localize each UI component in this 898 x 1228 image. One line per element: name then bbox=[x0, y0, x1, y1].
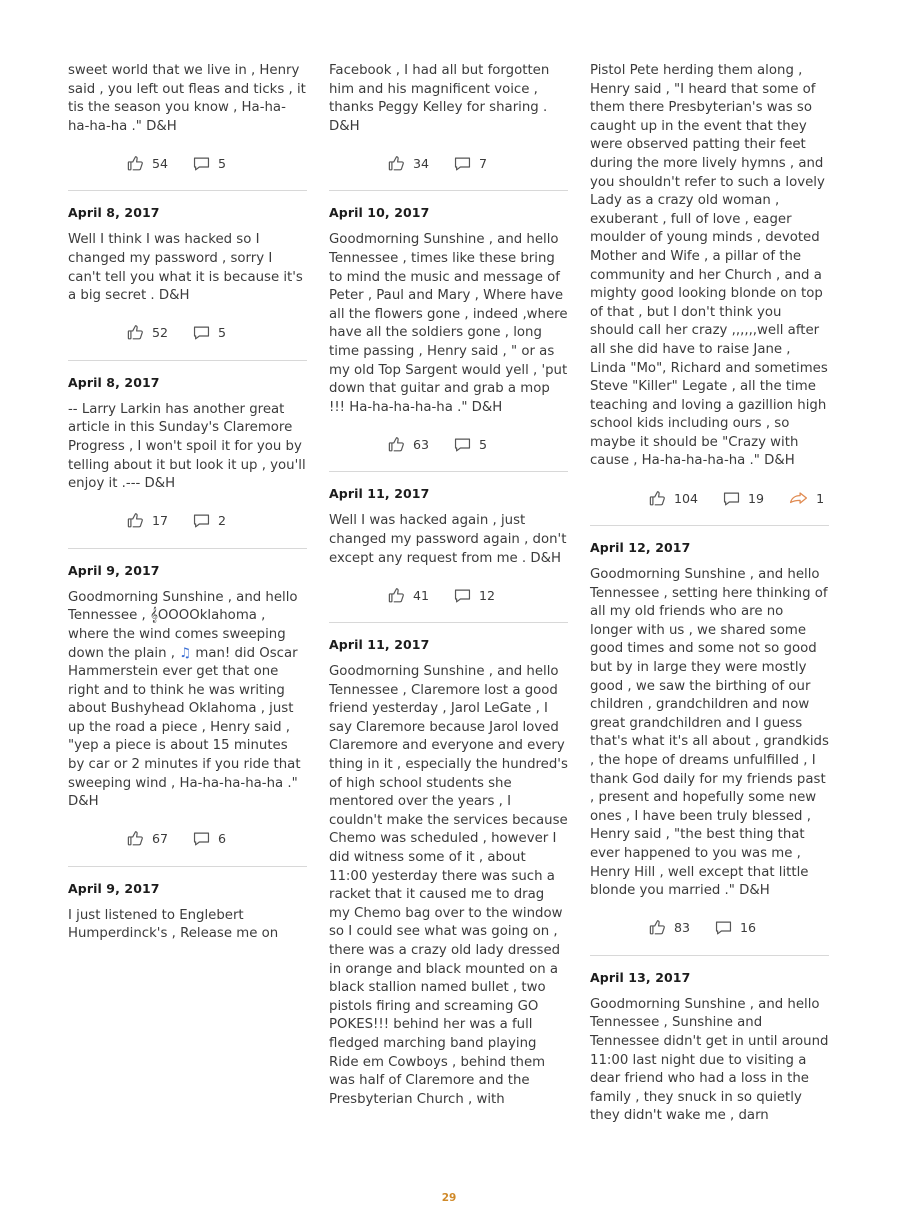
three-column-layout bbox=[68, 62, 830, 1126]
comment-count: 5 bbox=[218, 325, 227, 341]
post bbox=[590, 540, 829, 956]
reaction-bar bbox=[68, 150, 307, 176]
post bbox=[329, 486, 568, 623]
comment-count: 5 bbox=[479, 436, 488, 452]
thumbs-up-icon bbox=[126, 323, 145, 342]
post bbox=[68, 62, 307, 191]
music-note-icon: ♫ bbox=[179, 645, 192, 661]
post-date: April 11, 2017 bbox=[329, 637, 430, 653]
comment-count: 12 bbox=[479, 587, 496, 603]
post-date: April 11, 2017 bbox=[329, 486, 430, 502]
post-divider bbox=[329, 471, 568, 472]
post-text: Pistol Pete herding them along , Henry said , "I heard that some of them there Presbyterian's was so caught up in the event that they were observed patting their feet during the more lively hymns , and you shouldn't refer to such a lovely Lady as a crazy old woman , exuberant , full of love , eager moulder of young minds , devoted Mother and Wife , a pillar of the community and her Church , and a mighty good looking blonde on top of that , but I don't think you should call her crazy ,,,,,,well after all she did have to raise Jane , Linda "Mo", Richard and sometimes Steve "Killer" Legate , all the time teaching and loving a gazillion high school kids including ours , so maybe it should be "Crazy with cause , Ha-ha-ha-ha-ha ." D&H bbox=[590, 63, 828, 469]
post-divider bbox=[68, 360, 307, 361]
comment-bubble-icon bbox=[453, 154, 472, 173]
share-reaction[interactable] bbox=[788, 489, 824, 508]
like-reaction[interactable] bbox=[126, 154, 168, 173]
post-text-part-2: OOOOklahoma , where the wind comes sweeping down the plain , bbox=[68, 608, 286, 661]
like-count: 63 bbox=[413, 436, 430, 452]
like-count: 52 bbox=[152, 325, 169, 341]
reaction-bar bbox=[590, 915, 829, 941]
comment-bubble-icon bbox=[192, 829, 211, 848]
comment-reaction[interactable] bbox=[453, 154, 487, 173]
thumbs-up-icon bbox=[648, 918, 667, 937]
like-reaction[interactable] bbox=[126, 829, 168, 848]
post-text: Well I think I was hacked so I changed my password , sorry I can't tell you what it is because it's a big secret . D&H bbox=[68, 232, 303, 304]
column-3 bbox=[590, 62, 829, 1126]
like-reaction[interactable] bbox=[126, 323, 168, 342]
thumbs-up-icon bbox=[387, 586, 406, 605]
like-reaction[interactable] bbox=[648, 489, 698, 508]
comment-count: 7 bbox=[479, 155, 488, 171]
post-text-part-3: man! did Oscar Hammerstein ever get that one right and to think he was writing about Bushyhead Oklahoma , just up the road a piece , Henry said , "yep a piece is about 15 minutes by car or 2 minutes if you ride that sweeping wind , Ha-ha-ha-ha-ha ." D&H bbox=[68, 645, 301, 810]
post-divider bbox=[329, 622, 568, 623]
comment-bubble-icon bbox=[453, 435, 472, 454]
like-count: 83 bbox=[674, 920, 691, 936]
thumbs-up-icon bbox=[126, 511, 145, 530]
comment-reaction[interactable] bbox=[192, 154, 226, 173]
post-date: April 8, 2017 bbox=[68, 205, 160, 221]
comment-reaction[interactable] bbox=[192, 829, 226, 848]
comment-count: 2 bbox=[218, 513, 227, 529]
post-date: April 9, 2017 bbox=[68, 562, 160, 578]
post bbox=[68, 563, 307, 867]
post-text: -- Larry Larkin has another great article in this Sunday's Claremore Progress , I won't spoil it for you by telling about it but look it up , you'll enjoy it .--- D&H bbox=[68, 401, 306, 492]
column-1 bbox=[68, 62, 307, 944]
like-count: 34 bbox=[413, 155, 430, 171]
thumbs-up-icon bbox=[126, 829, 145, 848]
like-count: 67 bbox=[152, 831, 169, 847]
comment-bubble-icon bbox=[192, 511, 211, 530]
comment-reaction[interactable] bbox=[714, 918, 756, 937]
comment-reaction[interactable] bbox=[453, 586, 495, 605]
share-count: 1 bbox=[816, 490, 825, 506]
post bbox=[68, 375, 307, 549]
comment-count: 16 bbox=[740, 920, 757, 936]
post-divider bbox=[68, 548, 307, 549]
reaction-bar bbox=[68, 826, 307, 852]
post-date: April 13, 2017 bbox=[590, 969, 691, 985]
comment-reaction[interactable] bbox=[192, 323, 226, 342]
post-text: Goodmorning Sunshine , and hello Tennessee , setting here thinking of all my old friends who are no longer with us , we shared some good times and some not so good but by in large they were mostly good , we saw the birthing of our children , grandchildren and now great grandchildren and I guess that's what it's all about , grandkids , the hope of dreams unfulfilled , I thank God daily for my friends past , present and hopefully some new ones , I have been truly blessed , Henry said , "the best thing that ever happened to you was me , Henry Hill , well except that little blonde you married ." D&H bbox=[590, 567, 829, 899]
music-clef-icon: 𝄞 bbox=[149, 608, 158, 624]
comment-count: 6 bbox=[218, 831, 227, 847]
post bbox=[68, 205, 307, 360]
post bbox=[329, 637, 568, 1109]
post bbox=[590, 970, 829, 1126]
post-text: Goodmorning Sunshine , and hello Tennessee , Sunshine and Tennessee didn't get in until around 11:00 last night due to visiting a dear friend who had a loss in the family , they snuck in so quietly they didn't wake me , darn bbox=[590, 996, 829, 1124]
reaction-bar bbox=[68, 320, 307, 346]
thumbs-up-icon bbox=[126, 154, 145, 173]
post-text: Facebook , I had all but forgotten him and his magnificent voice , thanks Peggy Kelley for sharing . D&H bbox=[329, 63, 550, 134]
like-reaction[interactable] bbox=[387, 586, 429, 605]
post-text bbox=[68, 589, 307, 812]
comment-count: 19 bbox=[748, 490, 765, 506]
comment-reaction[interactable] bbox=[722, 489, 764, 508]
post-divider bbox=[68, 866, 307, 867]
post-text: sweet world that we live in , Henry said , you left out fleas and ticks , it tis the season you know , Ha-ha-ha-ha-ha ." D&H bbox=[68, 63, 306, 134]
comment-bubble-icon bbox=[453, 586, 472, 605]
like-count: 54 bbox=[152, 155, 169, 171]
comment-bubble-icon bbox=[722, 489, 741, 508]
post-date: April 9, 2017 bbox=[68, 880, 160, 896]
like-reaction[interactable] bbox=[126, 511, 168, 530]
post-date: April 12, 2017 bbox=[590, 540, 691, 556]
post bbox=[590, 62, 829, 526]
comment-bubble-icon bbox=[714, 918, 733, 937]
thumbs-up-icon bbox=[387, 154, 406, 173]
comment-count: 5 bbox=[218, 155, 227, 171]
post bbox=[329, 205, 568, 472]
post bbox=[329, 62, 568, 191]
post-divider bbox=[590, 525, 829, 526]
comment-reaction[interactable] bbox=[453, 435, 487, 454]
post-text: Goodmorning Sunshine , and hello Tennessee , Claremore lost a good friend yesterday , Jarol LeGate , I say Claremore because Jarol loved Claremore and everyone and every thing in it , especially the hundred's of high school students she mentored over the years , I couldn't make the services because Chemo was scheduled , however I did witness some of it , about 11:00 yesterday there was such a racket that it caused me to drag my Chemo bag over to the window so I could see what was going on , there was a crazy old lady dressed in orange and black mounted on a black stallion named bullet , two pistols firing and screaming GO POKES!!! behind her was a full fledged marching band playing Ride em Cowboys , behind them was half of Claremore and the Presbyterian Church , with bbox=[329, 664, 568, 1107]
comment-reaction[interactable] bbox=[192, 511, 226, 530]
post bbox=[68, 881, 307, 944]
post-date: April 10, 2017 bbox=[329, 205, 430, 221]
like-count: 41 bbox=[413, 587, 430, 603]
like-count: 17 bbox=[152, 513, 169, 529]
reaction-bar bbox=[329, 582, 568, 608]
post-text: Goodmorning Sunshine , and hello Tennessee , times like these bring to mind the music and message of Peter , Paul and Mary , Where have all the flowers gone , indeed ,where have all the soldiers gone , long time passing , Henry said , " or as my old Top Sargent would yell , 'put down that guitar and grab a mop !!! Ha-ha-ha-ha-ha ." D&H bbox=[329, 232, 568, 415]
post-text: Well I was hacked again , just changed my password again , don't except any request from me . D&H bbox=[329, 513, 567, 566]
reaction-bar bbox=[329, 431, 568, 457]
reaction-bar bbox=[329, 150, 568, 176]
like-reaction[interactable] bbox=[387, 154, 429, 173]
comment-bubble-icon bbox=[192, 154, 211, 173]
like-reaction[interactable] bbox=[648, 918, 690, 937]
post-divider bbox=[329, 190, 568, 191]
thumbs-up-icon bbox=[387, 435, 406, 454]
post-divider bbox=[590, 955, 829, 956]
thumbs-up-icon bbox=[648, 489, 667, 508]
like-count: 104 bbox=[674, 490, 699, 506]
reaction-bar bbox=[590, 485, 829, 511]
comment-bubble-icon bbox=[192, 323, 211, 342]
post-divider bbox=[68, 190, 307, 191]
post-text: I just listened to Englebert Humperdinck's , Release me on bbox=[68, 907, 279, 942]
page-number: 29 bbox=[441, 1192, 457, 1204]
post-date: April 8, 2017 bbox=[68, 374, 160, 390]
post-text-part-1: Goodmorning Sunshine , and hello Tennessee , bbox=[68, 589, 298, 624]
like-reaction[interactable] bbox=[387, 435, 429, 454]
reaction-bar bbox=[68, 508, 307, 534]
share-arrow-icon bbox=[788, 489, 809, 508]
column-2 bbox=[329, 62, 568, 1109]
